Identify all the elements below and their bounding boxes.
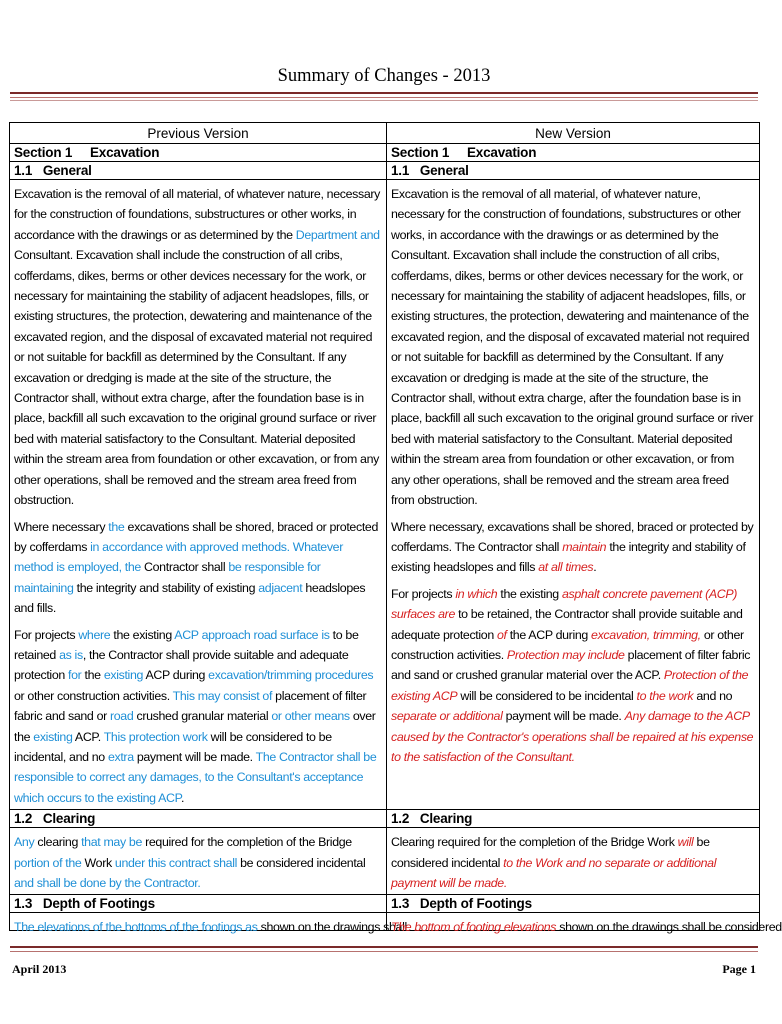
footings-text-clip: [14, 917, 407, 935]
text-span: the existing: [497, 586, 562, 601]
clearing-body-row: [10, 828, 760, 895]
text-span: Contractor shall: [140, 560, 229, 575]
subsection-general-row: [10, 162, 760, 180]
text-span: to be retained: [14, 627, 359, 662]
removed-text: This protection work: [103, 729, 208, 744]
added-text: Any damage to the ACP caused by the Contractor's operations shall be repaired at his expense to the satisfaction of the Consultant.: [391, 709, 754, 764]
general-body-previous: [10, 180, 387, 810]
new-general-paragraph-1: Excavation is the removal of all material, of whatever nature, necessary for the construction of foundations, substructures or other works, in accordance with the drawings or as determined by the Consultant. Excavation shall include the construction of all cribs, cofferdams, dikes, berms or other devices necessary for the work, or necessary for maintaining the stability of adjacent headslopes, fills, or existing structures, the protection, dewatering and maintenance of the excavated region, and the disposal of excavated material not required or not suitable for backfill as determined by the Consultant. If any excavation or dredging is made at the site of the structure, the Contractor shall, without extra charge, after the foundation base is in place, backfill all such excavation to the original ground surface or river bed with material satisfactory to the Consultant. Material deposited within the stream area from foundation or other excavation, or from any other operations, shall be removed and the stream area freed from obstruction.: [391, 187, 754, 508]
text-span: Excavation is the removal of all material, of whatever nature, necessary for the construction of foundations, substructures or other works, in accordance with the drawings or as determined by the: [14, 187, 380, 242]
prev-clearing-paragraph: [14, 832, 382, 893]
subsection-general-previous: 1.1 General: [10, 162, 387, 180]
text-span: shown on the drawings shall: [257, 920, 407, 935]
text-span: and no: [693, 688, 733, 703]
added-text: separate or additional: [391, 709, 503, 724]
section-title-new: Section 1 Excavation: [387, 144, 760, 162]
text-span: the ACP during: [506, 627, 592, 642]
subsection-footings-new: 1.3 Depth of Footings: [387, 895, 760, 913]
subsection-footings-row: [10, 895, 760, 913]
column-header-previous: Previous Version: [10, 123, 387, 144]
removed-text: or other means: [271, 709, 350, 724]
removed-text: that may be: [81, 835, 142, 850]
header-rule-tertiary: [10, 100, 758, 101]
text-span: For projects: [391, 586, 456, 601]
removed-text: in accordance with approved methods. Whatever method is employed, the: [14, 539, 343, 575]
text-span: to be retained, the Contractor shall provide suitable and adequate protection: [391, 607, 743, 642]
text-span: payment will be made.: [133, 749, 256, 764]
new-general-paragraph-3: [391, 584, 755, 768]
general-body-row: [10, 180, 760, 810]
section-row: [10, 144, 760, 162]
page-title: Summary of Changes - 2013: [277, 66, 491, 86]
page-number: Page 1: [722, 962, 756, 976]
prev-general-paragraph-1: [14, 184, 382, 511]
text-span: For projects: [14, 627, 79, 642]
added-text: Protection of the existing ACP: [391, 668, 749, 703]
removed-text: The Contractor shall be responsible to correct any damages, to the Consultant's acceptance which occurs to the existing ACP: [14, 749, 377, 805]
footings-body-previous: [10, 913, 407, 935]
header-rule-secondary: [10, 97, 758, 98]
removed-text: Department and: [295, 227, 380, 242]
text-span: Where necessary: [14, 519, 109, 534]
text-span: ACP.: [72, 729, 104, 744]
text-span: ACP during: [143, 668, 209, 683]
prev-general-paragraph-3: [14, 625, 382, 809]
new-general-paragraph-2: [391, 517, 755, 578]
clearing-body-new: [387, 828, 760, 895]
table-header-row: [10, 123, 760, 144]
added-text: asphalt concrete pavement (ACP) surfaces are: [391, 586, 738, 622]
subsection-general-new: 1.1 General: [387, 162, 760, 180]
text-span: payment will be made.: [502, 709, 625, 724]
text-span: crushed granular material: [133, 709, 272, 724]
general-body-new: [387, 180, 760, 810]
text-span: Clearing required for the completion of the Bridge Work: [391, 835, 678, 850]
added-text: excavation, trimming,: [591, 627, 701, 642]
footings-body-row: [10, 913, 760, 931]
subsection-clearing-row: [10, 810, 760, 828]
new-footings-paragraph: [391, 917, 782, 937]
removed-text: The elevations of the bottoms of the footings as: [14, 920, 258, 935]
removed-text: road: [109, 709, 134, 724]
removed-text: excavation/trimming procedures: [208, 668, 374, 683]
subsection-footings-previous: 1.3 Depth of Footings: [10, 895, 387, 913]
removed-text: the: [108, 519, 125, 534]
added-text: will: [677, 835, 694, 850]
subsection-clearing-previous: 1.2 Clearing: [10, 810, 387, 828]
text-span: excavations shall be shored, braced or protected by cofferdams: [14, 519, 378, 554]
subsection-clearing-new: 1.2 Clearing: [387, 810, 760, 828]
text-span: , the Contractor shall provide suitable and adequate protection: [14, 647, 349, 683]
text-span: over the: [14, 709, 376, 744]
text-span: required for the completion of the Bridge: [142, 835, 352, 850]
text-span: .: [180, 790, 185, 805]
removed-text: This may consist of: [172, 688, 273, 703]
text-span: or other construction activities.: [391, 627, 744, 662]
clearing-body-previous: [10, 828, 387, 895]
removed-text: under this contract shall: [114, 855, 238, 870]
footer-rule-secondary: [10, 951, 758, 952]
added-text: The bottom of footing elevations: [391, 920, 557, 935]
footings-body-new: [387, 913, 782, 935]
comparison-table: [9, 122, 782, 935]
added-text: of: [496, 627, 507, 642]
text-span: the integrity and stability of existing headslopes and fills: [391, 539, 746, 575]
text-span: placement of filter fabric and sand or: [14, 688, 367, 724]
removed-text: for: [68, 668, 82, 683]
removed-text: portion of the: [14, 855, 85, 870]
text-span: Work: [84, 855, 115, 870]
removed-text: where: [78, 627, 111, 642]
text-span: the existing: [110, 627, 175, 642]
added-text: in which: [455, 586, 498, 601]
text-span: Where necessary, excavations shall be shored, braced or protected by cofferdams. The Contractor shall: [391, 519, 754, 554]
removed-text: and shall be done by the Contractor.: [14, 876, 201, 890]
added-text: maintain: [562, 539, 607, 554]
removed-text: existing: [33, 729, 73, 744]
section-title-previous: Section 1 Excavation: [10, 144, 387, 162]
text-span: be considered incidental: [391, 835, 710, 870]
added-text: at all times: [538, 560, 594, 575]
added-text: to the work: [636, 688, 694, 703]
text-span: will be considered to be incidental: [457, 688, 637, 703]
new-clearing-paragraph: [391, 832, 755, 893]
text-span: clearing: [34, 835, 82, 850]
text-span: placement of filter fabric and sand or crushed granular material over the ACP.: [391, 647, 751, 683]
text-span: the integrity and stability of existing: [73, 580, 259, 595]
added-text: to the Work and no separate or additional payment will be made.: [391, 855, 717, 890]
text-span: headslopes and fills.: [14, 580, 366, 616]
footer-rule: [10, 946, 758, 948]
text-span: Consultant. Excavation shall include the construction of all cribs, cofferdams, dikes, berms or other devices necessary for the work, or necessary for maintaining the stability of adjacent headslopes, fills, or existing structures, the protection, dewatering and maintenance of the excavated region, and the disposal of excavated material not required or not suitable for backfill as determined by the Consultant. If any excavation or dredging is made at the site of the structure, the Contractor shall, without extra charge, after the foundation base is in place, backfill all such excavation to the original ground surface or river bed with material satisfactory to the Consultant. Material deposited within the stream area from foundation or other excavation, or from any other operations, shall be removed and the stream area freed from obstruction.: [14, 248, 379, 508]
removed-text: ACP approach road surface is: [174, 627, 330, 642]
text-span: the: [81, 668, 104, 683]
prev-general-paragraph-2: [14, 517, 382, 619]
removed-text: extra: [107, 749, 134, 764]
prev-footings-paragraph: [14, 917, 407, 937]
added-text: Protection may include: [506, 647, 625, 662]
removed-text: be responsible for maintaining: [14, 560, 321, 595]
footer-date: April 2013: [12, 962, 67, 976]
header-rule: [10, 92, 758, 94]
text-span: will be considered to be incidental, and no: [14, 729, 332, 764]
text-span: be considered incidental: [237, 855, 366, 870]
removed-text: as is: [59, 647, 83, 662]
column-header-new: New Version: [387, 123, 760, 144]
footings-text-clip: [391, 917, 782, 935]
removed-text: adjacent: [258, 580, 303, 595]
text-span: or other construction activities.: [14, 688, 173, 703]
removed-text: Any: [14, 835, 35, 850]
text-span: .: [593, 560, 597, 575]
removed-text: existing: [103, 668, 144, 683]
text-span: shown on the drawings shall be considered: [556, 920, 782, 935]
